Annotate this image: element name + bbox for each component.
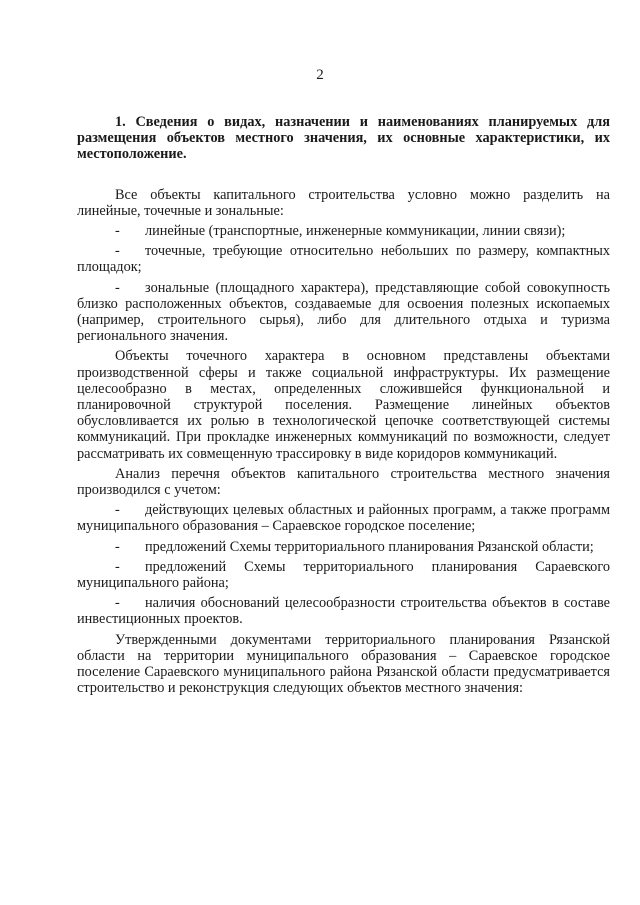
- list-item-text: предложений Схемы территориального планирования Рязанской области;: [145, 538, 594, 555]
- list-item: [77, 243, 610, 275]
- list-dash: -: [115, 243, 120, 260]
- paragraph-point-objects: Объекты точечного характера в основном представлены объектами производственной сферы и также социальной инфраструктуры. Их размещение целесообразно в местах, определенных сложившейся функциональной и планировочной структурой поселения. Размещение линейных объектов обусловливается их ролью в технологической цепочке соответствующей системы коммуникаций. При прокладке инженерных коммуникаций по возможности, следует рассматривать их совмещенную трассировку в виде коридоров коммуникаций.: [77, 348, 610, 462]
- list-item-text: наличия обоснований целесообразности строительства объектов в составе инвестиционных проектов.: [77, 595, 610, 628]
- document-body: [77, 114, 610, 701]
- list-dash: -: [115, 538, 120, 555]
- list-dash: -: [115, 558, 120, 575]
- list-dash: -: [115, 223, 120, 240]
- list-item: [77, 223, 610, 239]
- paragraph-analysis: Анализ перечня объектов капитального строительства местного значения производился с учетом:: [77, 465, 610, 499]
- list-item-text: зональные (площадного характера), представляющие собой совокупность близко расположенных объектов, создаваемые для освоения полезных ископаемых (например, строительного сырья), либо для длительного отдыха и туризма регионального значения.: [77, 279, 610, 345]
- list-dash: -: [115, 279, 120, 296]
- list-dash: -: [115, 595, 120, 612]
- list-item: [77, 280, 610, 345]
- page-number: 2: [316, 67, 324, 83]
- list-item-text: точечные, требующие относительно небольших по размеру, компактных площадок;: [77, 243, 610, 276]
- section-heading: 1. Сведения о видах, назначении и наименованиях планируемых для размещения объектов местного значения, их основные характеристики, их местоположение.: [77, 114, 610, 163]
- list-item: [77, 539, 610, 555]
- list-item: [77, 559, 610, 591]
- list-item: [77, 502, 610, 534]
- list-item-text: предложений Схемы территориального планирования Сараевского муниципального района;: [77, 558, 610, 592]
- list-item-text: действующих целевых областных и районных программ, а также программ муниципального образования – Сараевское городское поселение;: [77, 502, 610, 535]
- list-item-text: линейные (транспортные, инженерные коммуникации, линии связи);: [145, 223, 566, 240]
- paragraph-approved-documents: Утвержденными документами территориального планирования Рязанской области на территории муниципального образования – Сараевское городское поселение Сараевского муниципального района Рязанской области предусматривается строительство и реконструкция следующих объектов местного значения:: [77, 631, 610, 697]
- list-item: [77, 595, 610, 627]
- list-dash: -: [115, 502, 120, 519]
- paragraph-intro: Все объекты капитального строительства условно можно разделить на линейные, точечные и зональные:: [77, 186, 610, 219]
- analysis-criteria-list: [77, 502, 610, 627]
- object-types-list: [77, 223, 610, 344]
